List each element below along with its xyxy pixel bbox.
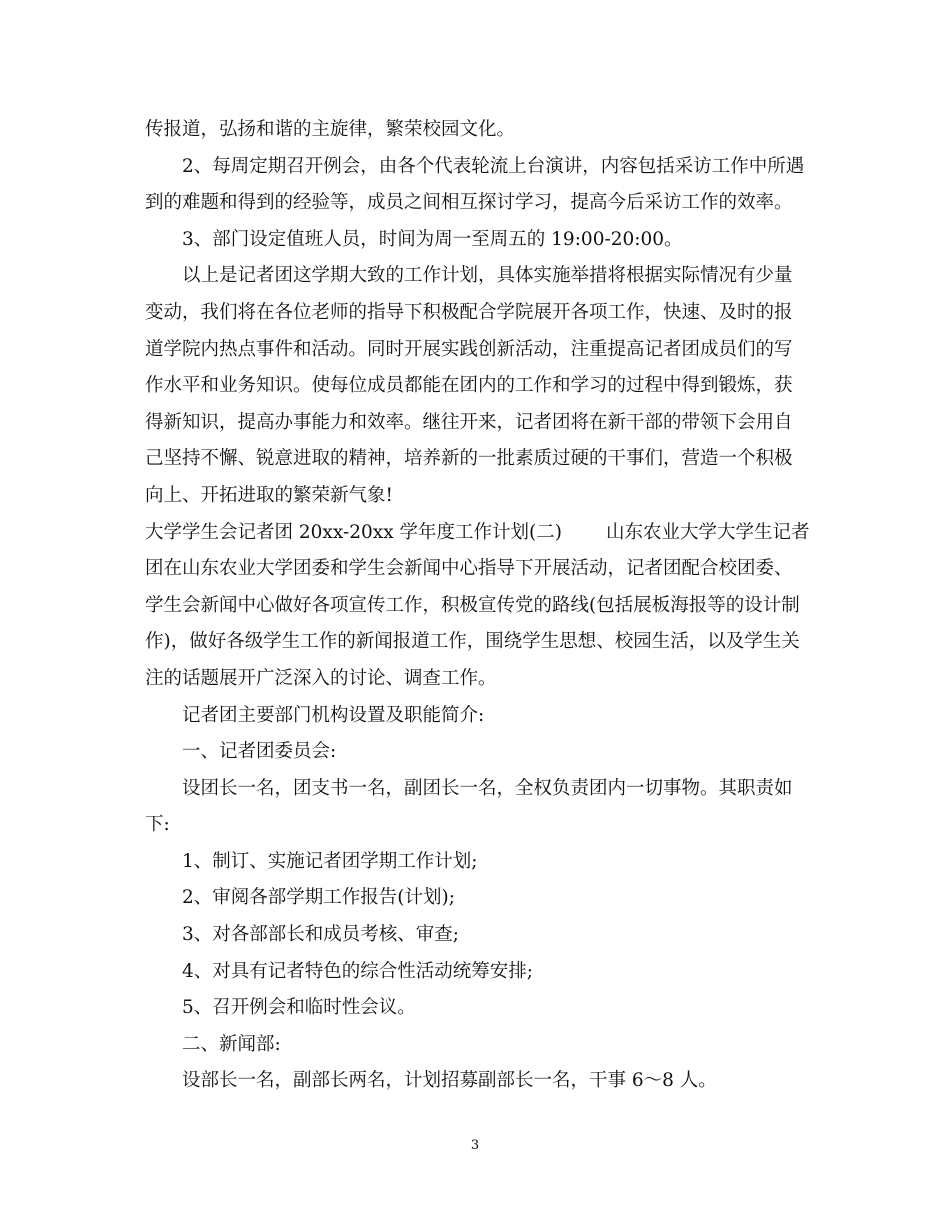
subheading: 记者团主要部门机构设置及职能简介: <box>182 704 485 726</box>
subheading: 一、记者团委员会: <box>182 741 337 763</box>
document-body <box>145 112 810 1100</box>
body-line: 团在山东农业大学团委和学生会新闻中心指导下开展活动，记者团配合校团委、 <box>145 558 793 580</box>
body-line: 传报道，弘扬和谐的主旋律，繁荣校园文化。 <box>145 119 516 140</box>
list-item: 3、对各部部长和成员考核、审查; <box>182 924 460 946</box>
body-line: 己坚持不懈、锐意进取的精神，培养新的一批素质过硬的干事们，营造一个积极 <box>145 448 793 470</box>
subheading: 二、新闻部: <box>182 1033 281 1055</box>
body-line: 设团长一名，团支书一名，副团长一名，全权负责团内一切事物。其职责如 <box>182 777 793 799</box>
body-line: 3、部门设定值班人员，时间为周一至周五的 19:00-20:00。 <box>182 228 683 250</box>
list-item: 4、对具有记者特色的综合性活动统筹安排; <box>182 960 534 982</box>
list-item: 2、审阅各部学期工作报告(计划); <box>182 887 455 909</box>
body-line: 向上、开拓进取的繁荣新气象! <box>145 484 393 506</box>
body-line: 作)，做好各级学生工作的新闻报道工作，围绕学生思想、校园生活，以及学生关 <box>145 631 800 653</box>
body-line: 道学院内热点事件和活动。同时开展实践创新活动，注重提高记者团成员们的写 <box>145 338 793 360</box>
body-line-start: 山东农业大学大学生记者 <box>605 521 810 543</box>
body-line: 下: <box>145 814 170 836</box>
body-line: 学生会新闻中心做好各项宣传工作，积极宣传党的路线(包括展板海报等的设计制 <box>145 594 800 616</box>
body-line: 作水平和业务知识。使每位成员都能在团内的工作和学习的过程中得到锻炼，获 <box>145 375 793 397</box>
list-item: 1、制订、实施记者团学期工作计划; <box>182 850 478 872</box>
section-title-line <box>145 515 810 552</box>
list-item: 5、召开例会和临时性会议。 <box>182 997 416 1019</box>
body-line: 以上是记者团这学期大致的工作计划，具体实施举措将根据实际情况有少量 <box>182 265 793 287</box>
section-title: 大学学生会记者团 20xx-20xx 学年度工作计划(二) <box>145 521 562 543</box>
body-line: 变动，我们将在各位老师的指导下积极配合学院展开各项工作，快速、及时的报 <box>145 301 793 323</box>
body-line: 注的话题展开广泛深入的讨论、调查工作。 <box>145 667 497 689</box>
page-number: 3 <box>470 1138 480 1153</box>
body-line: 设部长一名，副部长两名，计划招募副部长一名，干事 6～8 人。 <box>182 1070 717 1092</box>
body-line: 到的难题和得到的经验等，成员之间相互探讨学习，提高今后采访工作的效率。 <box>145 192 793 214</box>
body-line: 2、每周定期召开例会，由各个代表轮流上台演讲，内容包括采访工作中所遇 <box>182 155 805 177</box>
body-line: 得新知识，提高办事能力和效率。继往开来，记者团将在新干部的带领下会用自 <box>145 411 793 433</box>
